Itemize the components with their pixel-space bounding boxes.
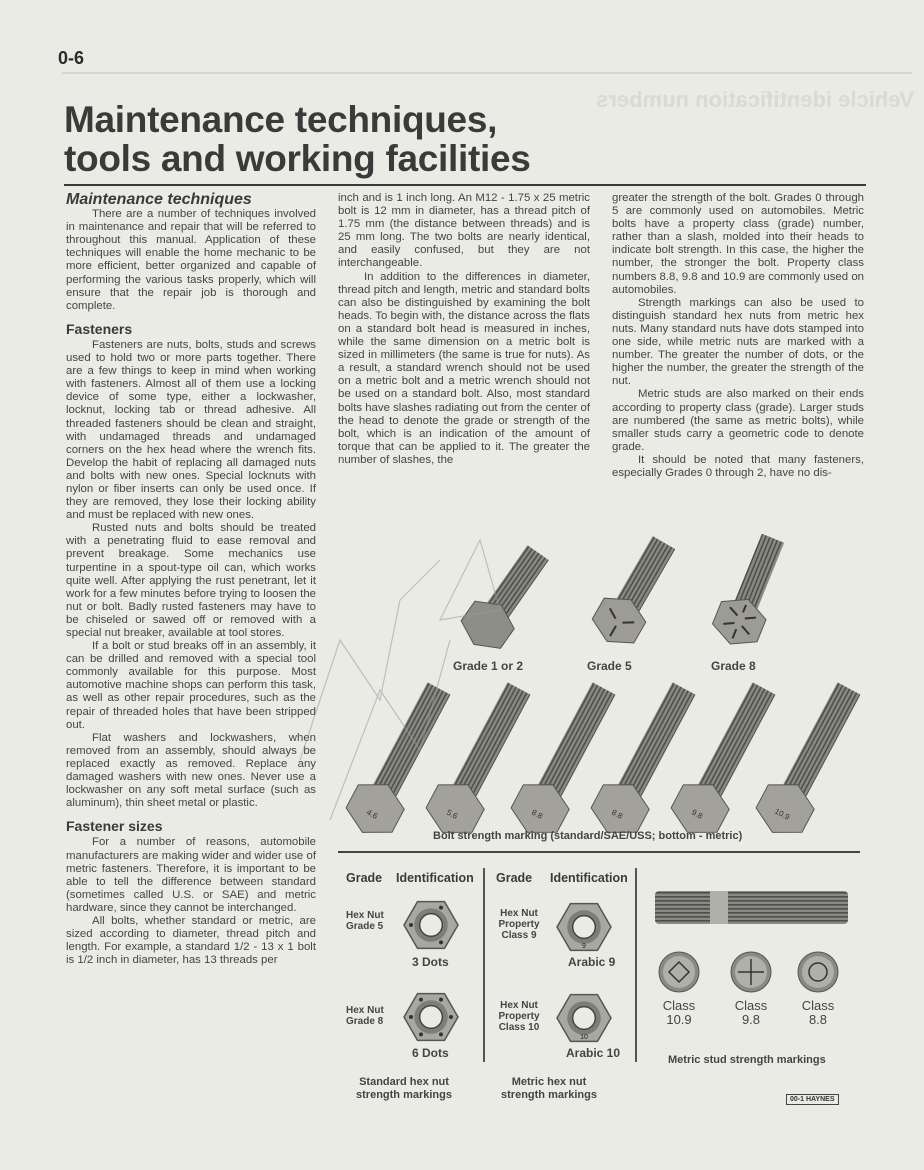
- hex-nut: [404, 994, 458, 1041]
- stud-class-word: Class: [734, 998, 768, 1013]
- stud-class-label: [726, 999, 776, 1027]
- stud-caption: Metric stud strength markings: [668, 1054, 826, 1066]
- bolt-marking: 9.8: [690, 807, 705, 821]
- nut-dot: [419, 998, 423, 1002]
- nut-dot: [439, 906, 443, 910]
- bolt-marking: 10.9: [773, 806, 792, 822]
- bolt-marking: 5.6: [445, 807, 460, 821]
- std-nut-6-dots-label: 6 Dots: [412, 1046, 449, 1060]
- figure-id-badge: 00-1 HAYNES: [786, 1094, 839, 1105]
- paragraph: All bolts, whether standard or metric, are sized according to diameter, thread pitch and length. For example, a standard 1/2 - 13 x 1 bolt is 1/2 inch in diameter, has 13 threads per: [66, 914, 316, 967]
- bolt-marking: 8.8: [530, 807, 545, 821]
- metric-header-identification: Identification: [550, 871, 628, 885]
- nut-dot: [419, 1032, 423, 1036]
- std-header-grade: Grade: [346, 871, 383, 885]
- std-nut-grade-5-label: Hex Nut Grade 5: [346, 910, 384, 932]
- bolt-marking: 4.6: [365, 807, 380, 821]
- metric-nut-arabic-9-label: Arabic 9: [568, 955, 616, 969]
- hex-nut: [404, 902, 458, 949]
- std-nut-grade-8-label: Hex Nut Grade 8: [346, 1005, 384, 1027]
- nut-dot: [409, 1015, 413, 1019]
- metric-nut-caption: Metric hex nut strength markings: [501, 1076, 597, 1101]
- hex-nut: [557, 904, 611, 951]
- nut-dot: [439, 940, 443, 944]
- section-heading-fasteners: Fasteners: [66, 320, 133, 337]
- std-nut-caption: Standard hex nut strength markings: [356, 1076, 452, 1101]
- metric-nut-arabic-10-label: Arabic 10: [566, 1046, 621, 1060]
- section-heading-maintenance: Maintenance techniques: [66, 191, 252, 208]
- nut-dot: [409, 923, 413, 927]
- stud-end-cross: [731, 952, 771, 992]
- label-grade-8: Grade 8: [711, 659, 756, 673]
- stud-end-diamond: [659, 952, 699, 992]
- stud-class-label: [793, 999, 843, 1027]
- paragraph: inch and is 1 inch long. An M12 - 1.75 x 25 metric bolt is 12 mm in diameter, has a thread pitch of 1.75 mm (the distance between threads) and is 25 mm long. The two bolts are nearly identical, and easily confused, but they are not interchangeable.: [338, 192, 590, 270]
- nut-stamp: 10: [580, 1034, 588, 1041]
- stud-class-label: [654, 999, 704, 1027]
- bolt-marking: 8.8: [610, 807, 625, 821]
- label-grade-1-or-2: Grade 1 or 2: [453, 659, 524, 673]
- paragraph: If a bolt or stud breaks off in an assembly, it can be drilled and removed with a special tool commonly available for this purpose. Most automotive machine shops can perform this task, as well as other repair procedures, such as the repair of threaded holes that have been stripped out.: [66, 640, 316, 731]
- title-line-2: tools and working facilities: [64, 138, 531, 179]
- stud-class-word: Class: [801, 998, 835, 1013]
- paragraph: Strength markings can also be used to distinguish standard hex nuts from metric hex nuts. Many standard nuts have dots stamped into one side, while metric nuts are marked with a number. The greater the number of dots, or the higher the number, the greater the strength of the nut.: [612, 296, 864, 388]
- paragraph: Fasteners are nuts, bolts, studs and screws used to hold two or more parts together. There are a few things to keep in mind when working with fasteners. Almost all of them use a locking device of some type, either a lockwasher, locknut, locking tab or thread adhesive. All threaded fasteners should be clean and straight, with undamaged threads and undamaged corners on the hex head where the wrench fits. Develop the habit of replacing all damaged nuts and bolts with new ones. Special locknuts with nylon or fiber inserts can only be used once. If they are removed, they lose their locking ability and must be replaced with new ones.: [66, 338, 316, 522]
- nut-stamp: 9: [582, 943, 586, 950]
- stud-end-markings: [659, 952, 838, 992]
- std-header-identification: Identification: [396, 871, 474, 885]
- stud-class-value: 9.8: [741, 1012, 761, 1027]
- nut-dot: [439, 1032, 443, 1036]
- stud-end-circle: [798, 952, 838, 992]
- std-nut-3-dots-label: 3 Dots: [412, 955, 449, 969]
- hex-nuts: [404, 902, 611, 1042]
- paragraph: It should be noted that many fasteners, especially Grades 0 through 2, have no dis-: [612, 453, 864, 479]
- paragraph: In addition to the differences in diameter, thread pitch and length, metric and standard bolts can also be distinguished by examining the bolt heads. To begin with, the distance across the flats on a standard bolt head is measured in inches, while the same dimension on a metric bolt is sized in millimeters (the same is true for nuts). As a result, a standard wrench should not be used on a metric bolt and a metric wrench should not be used on a standard bolt. Also, most standard bolts have slashes radiating out from the center of the head to denote the grade or strength of the bolt, which is an indication of the amount of torque that can be applied to it. The greater the number of slashes, the: [338, 270, 591, 466]
- title-line-1: Maintenance techniques,: [64, 99, 498, 140]
- bolt-figure-caption: Bolt strength marking (standard/SAE/USS; bottom - metric): [433, 830, 743, 842]
- stud-class-word: Class: [662, 998, 696, 1013]
- section-heading-fastener-sizes: Fastener sizes: [66, 818, 163, 835]
- paragraph: Flat washers and lockwashers, when removed from an assembly, should always be replaced exactly as removed. Replace any damaged washers with new ones. Never use a lockwasher on any soft metal surface (such as aluminum), thin sheet metal or plastic.: [66, 731, 316, 810]
- stud-class-value: 8.8: [808, 1012, 828, 1027]
- metric-nut-class-9-label: Hex Nut Property Class 9: [498, 908, 540, 941]
- nut-dot: [449, 1015, 453, 1019]
- paragraph: Metric studs are also marked on their ends according to property class (grade). Larger studs are numbered (the same as metric bolts), while smaller studs carry a geometric code to denote grade.: [612, 388, 864, 453]
- label-grade-5: Grade 5: [587, 659, 632, 673]
- paragraph: Rusted nuts and bolts should be treated with a penetrating fluid to ease removal and prevent breakage. Some mechanics use turpentine in a spout-type oil can, which works quite well. After applying the rust penetrant, let it work for a few minutes before trying to loosen the nut or bolt. Badly rusted fasteners may have to be chiseled or sawed off or removed with a special nut breaker, available at tool stores.: [66, 522, 316, 639]
- metric-header-grade: Grade: [496, 871, 533, 885]
- stud-class-value: 10.9: [666, 1012, 692, 1027]
- paragraph: greater the strength of the bolt. Grades 0 through 5 are commonly used on automobiles. Metric bolts have a property class (grade) number, rather than a slash, molded into their heads to indicate bolt strength. In this case, the higher the number, the stronger the bolt. Property class numbers 8.8, 9.8 and 10.9 are commonly used on automobiles.: [612, 192, 864, 296]
- paragraph: There are a number of techniques involved in maintenance and repair that will be referred to throughout this manual. Application of these techniques will enable the home mechanic to be more efficient, better organized and capable of performing the various tasks properly, which will ensure that the repair job is thorough and complete.: [66, 208, 316, 312]
- metric-nut-class-10-label: Hex Nut Property Class 10: [498, 1000, 540, 1033]
- hex-nut: [557, 995, 611, 1042]
- page-number: 0-6: [58, 48, 85, 68]
- metric-stud: [655, 891, 848, 924]
- nut-dot: [439, 998, 443, 1002]
- bleed-through-title: Vehicle identification numbers: [596, 87, 914, 112]
- paragraph: For a number of reasons, automobile manufacturers are making wider and wider use of metric fasteners. Therefore, it is important to be able to tell the difference between standard (sometimes called U.S. or SAE) and metric hardware, since they cannot be interchanged.: [66, 836, 316, 914]
